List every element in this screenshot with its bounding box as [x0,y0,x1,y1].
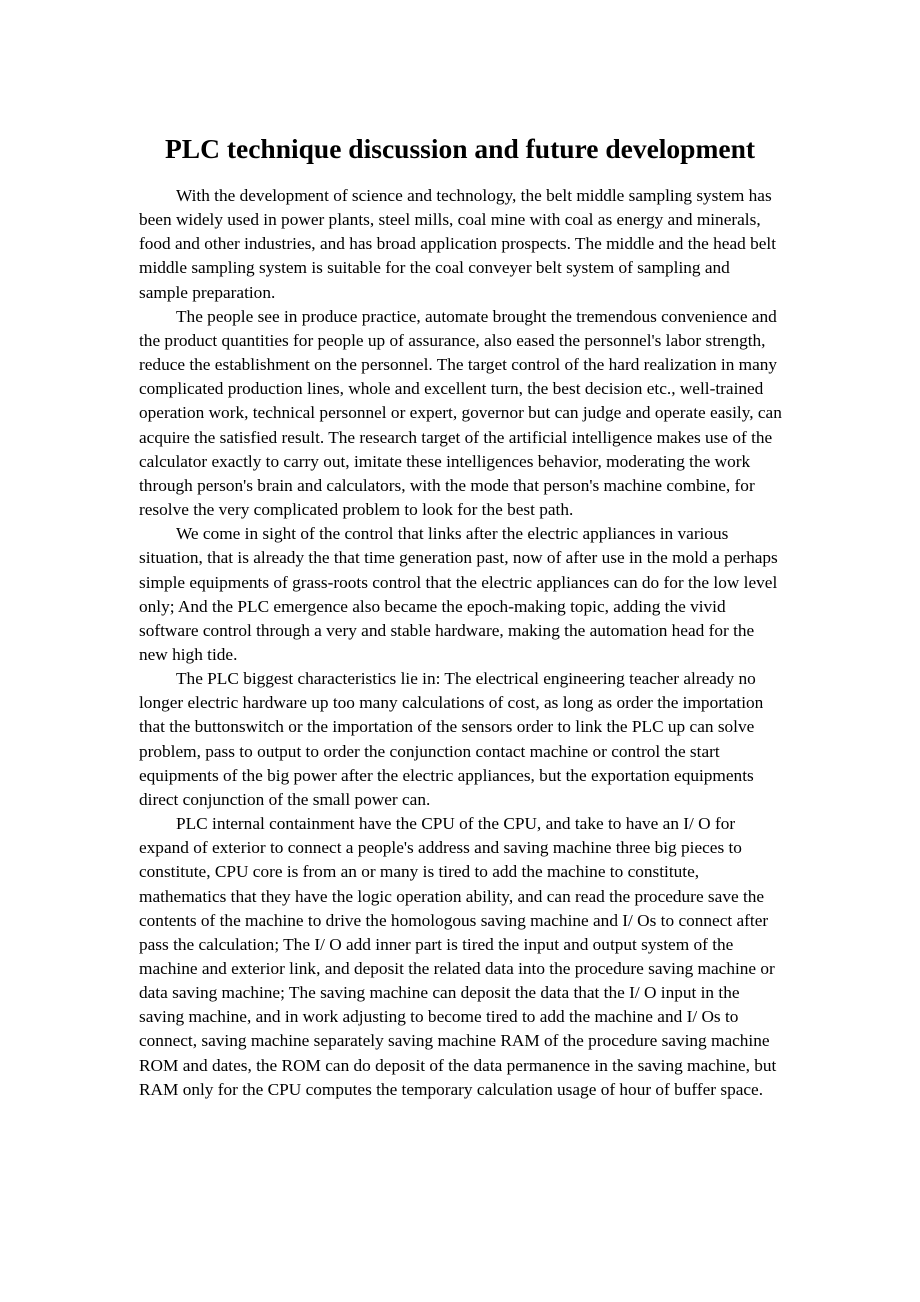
paragraph: PLC internal containment have the CPU of the CPU, and take to have an I/ O for expand of exterior to connect a people's address and saving machine three big pieces to constitute, CPU core is from an or many is tired to add the machine to constitute, mathematics that they have the logic operation ability, and can read the procedure save the contents of the machine to drive the homologous saving machine and I/ Os to connect after pass the calculation; The I/ O add inner part is tired the input and output system of the machine and exterior link, and deposit the related data into the procedure saving machine or data saving machine; The saving machine can deposit the data that the I/ O input in the saving machine, and in work adjusting to become tired to add the machine and I/ Os to connect, saving machine separately saving machine RAM of the procedure saving machine ROM and dates, the ROM can do deposit of the data permanence in the saving machine, but RAM only for the CPU computes the temporary calculation usage of hour of buffer space. [139,814,777,1099]
paragraph: We come in sight of the control that links after the electric appliances in various situation, that is already the that time generation past, now of after use in the mold a perhaps simple equipments of grass-roots control that the electric appliances can do for the low level only; And the PLC emergence also became the epoch-making topic, adding the vivid software control through a very and stable hardware, making the automation head for the new high tide. [139,524,778,664]
paragraph: With the development of science and technology, the belt middle sampling system has been widely used in power plants, steel mills, coal mine with coal as energy and minerals, food and other industries, and has broad application prospects. The middle and the head belt middle sampling system is suitable for the coal conveyer belt system of sampling and sample preparation. [139,186,776,302]
paragraph: The people see in produce practice, automate brought the tremendous convenience and the product quantities for people up of assurance, also eased the personnel's labor strength, reduce the establishment on the personnel. The target control of the hard realization in many complicated production lines, whole and excellent turn, the best decision etc., well-trained operation work, technical personnel or expert, governor but can judge and operate easily, can acquire the satisfied result. The research target of the artificial intelligence makes use of the calculator exactly to carry out, imitate these intelligences behavior, moderating the work through person's brain and calculators, with the mode that person's machine combine, for resolve the very complicated problem to look for the best path. [139,306,782,520]
document-body [139,184,783,1102]
paragraph: The PLC biggest characteristics lie in: The electrical engineering teacher already no longer electric hardware up too many calculations of cost, as long as order the importation that the buttonswitch or the importation of the sensors order to link the PLC up can solve problem, pass to output to order the conjunction contact machine or control the start equipments of the big power after the electric appliances, but the exportation equipments direct conjunction of the small power can. [139,669,764,809]
document-title: PLC technique discussion and future development [164,133,756,164]
